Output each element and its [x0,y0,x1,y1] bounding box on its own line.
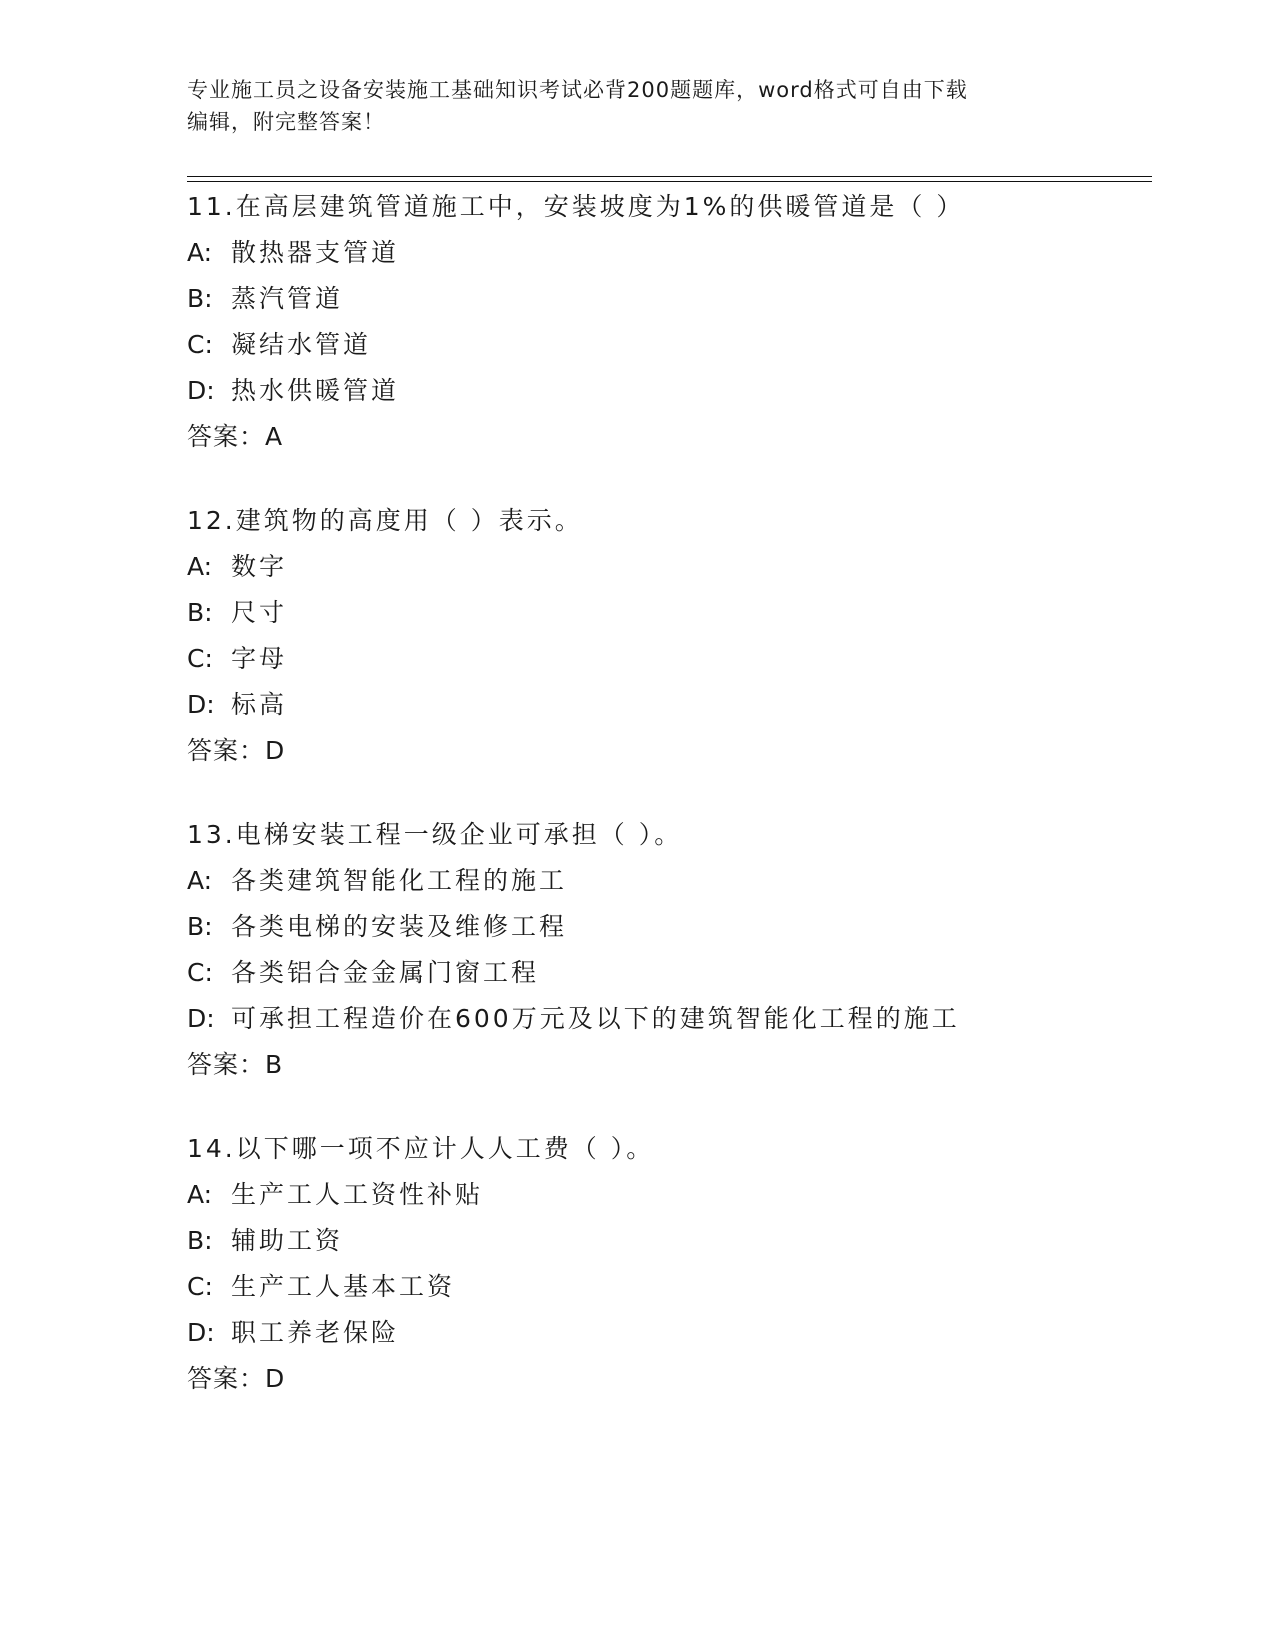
option-a [187,230,1187,276]
question-title: 14.以下哪一项不应计人人工费（ ）。 [187,1134,655,1163]
option-text: 各类电梯的安装及维修工程 [231,912,568,941]
question-title: 12.建筑物的高度用（ ）表示。 [187,506,583,535]
option-c [187,1264,1187,1310]
question-12 [187,498,1187,774]
option-key: C: [187,1272,213,1301]
option-a [187,1172,1187,1218]
option-key: A: [187,238,213,267]
option-a [187,544,1187,590]
option-key: D: [187,376,215,405]
option-key: B: [187,912,213,941]
question-11 [187,184,1187,460]
question-title: 13.电梯安装工程一级企业可承担（ ）。 [187,820,683,849]
option-text: 散热器支管道 [231,238,400,267]
option-key: C: [187,958,213,987]
answer: 答案：D [187,1364,286,1393]
answer: 答案：A [187,422,284,451]
option-c [187,950,1187,996]
option-text: 生产工人基本工资 [231,1272,456,1301]
option-key: B: [187,284,213,313]
option-c [187,322,1187,368]
option-d [187,996,1187,1042]
option-key: B: [187,1226,213,1255]
option-key: C: [187,330,213,359]
option-key: B: [187,598,213,627]
option-text: 各类建筑智能化工程的施工 [231,866,568,895]
option-key: D: [187,1318,215,1347]
question-title: 11.在高层建筑管道施工中，安装坡度为1%的供暖管道是（ ） [187,192,965,221]
option-b [187,1218,1187,1264]
option-key: A: [187,866,213,895]
option-text: 各类铝合金金属门窗工程 [231,958,540,987]
option-b [187,904,1187,950]
option-text: 辅助工资 [231,1226,344,1255]
option-text: 热水供暖管道 [231,376,400,405]
option-text: 可承担工程造价在600万元及以下的建筑智能化工程的施工 [231,1004,960,1033]
option-d [187,1310,1187,1356]
option-text: 字母 [231,644,288,673]
option-a [187,858,1187,904]
option-text: 凝结水管道 [231,330,372,359]
answer: 答案：D [187,736,286,765]
header-line-2: 编辑，附完整答案！ [187,110,385,134]
option-key: A: [187,1180,213,1209]
header-divider-top [187,176,1152,177]
option-text: 尺寸 [231,598,288,627]
option-text: 标高 [231,690,288,719]
option-key: A: [187,552,213,581]
option-key: C: [187,644,213,673]
option-key: D: [187,690,215,719]
question-14 [187,1126,1187,1402]
question-13 [187,812,1187,1088]
option-d [187,682,1187,728]
option-c [187,636,1187,682]
option-b [187,276,1187,322]
option-text: 数字 [231,552,288,581]
answer: 答案：B [187,1050,284,1079]
document-header [187,74,1067,138]
header-line-1: 专业施工员之设备安装施工基础知识考试必背200题题库，word格式可自由下载 [187,78,968,102]
option-text: 生产工人工资性补贴 [231,1180,484,1209]
option-text: 职工养老保险 [231,1318,400,1347]
option-text: 蒸汽管道 [231,284,344,313]
option-b [187,590,1187,636]
option-d [187,368,1187,414]
option-key: D: [187,1004,215,1033]
header-divider-bottom [187,181,1152,182]
